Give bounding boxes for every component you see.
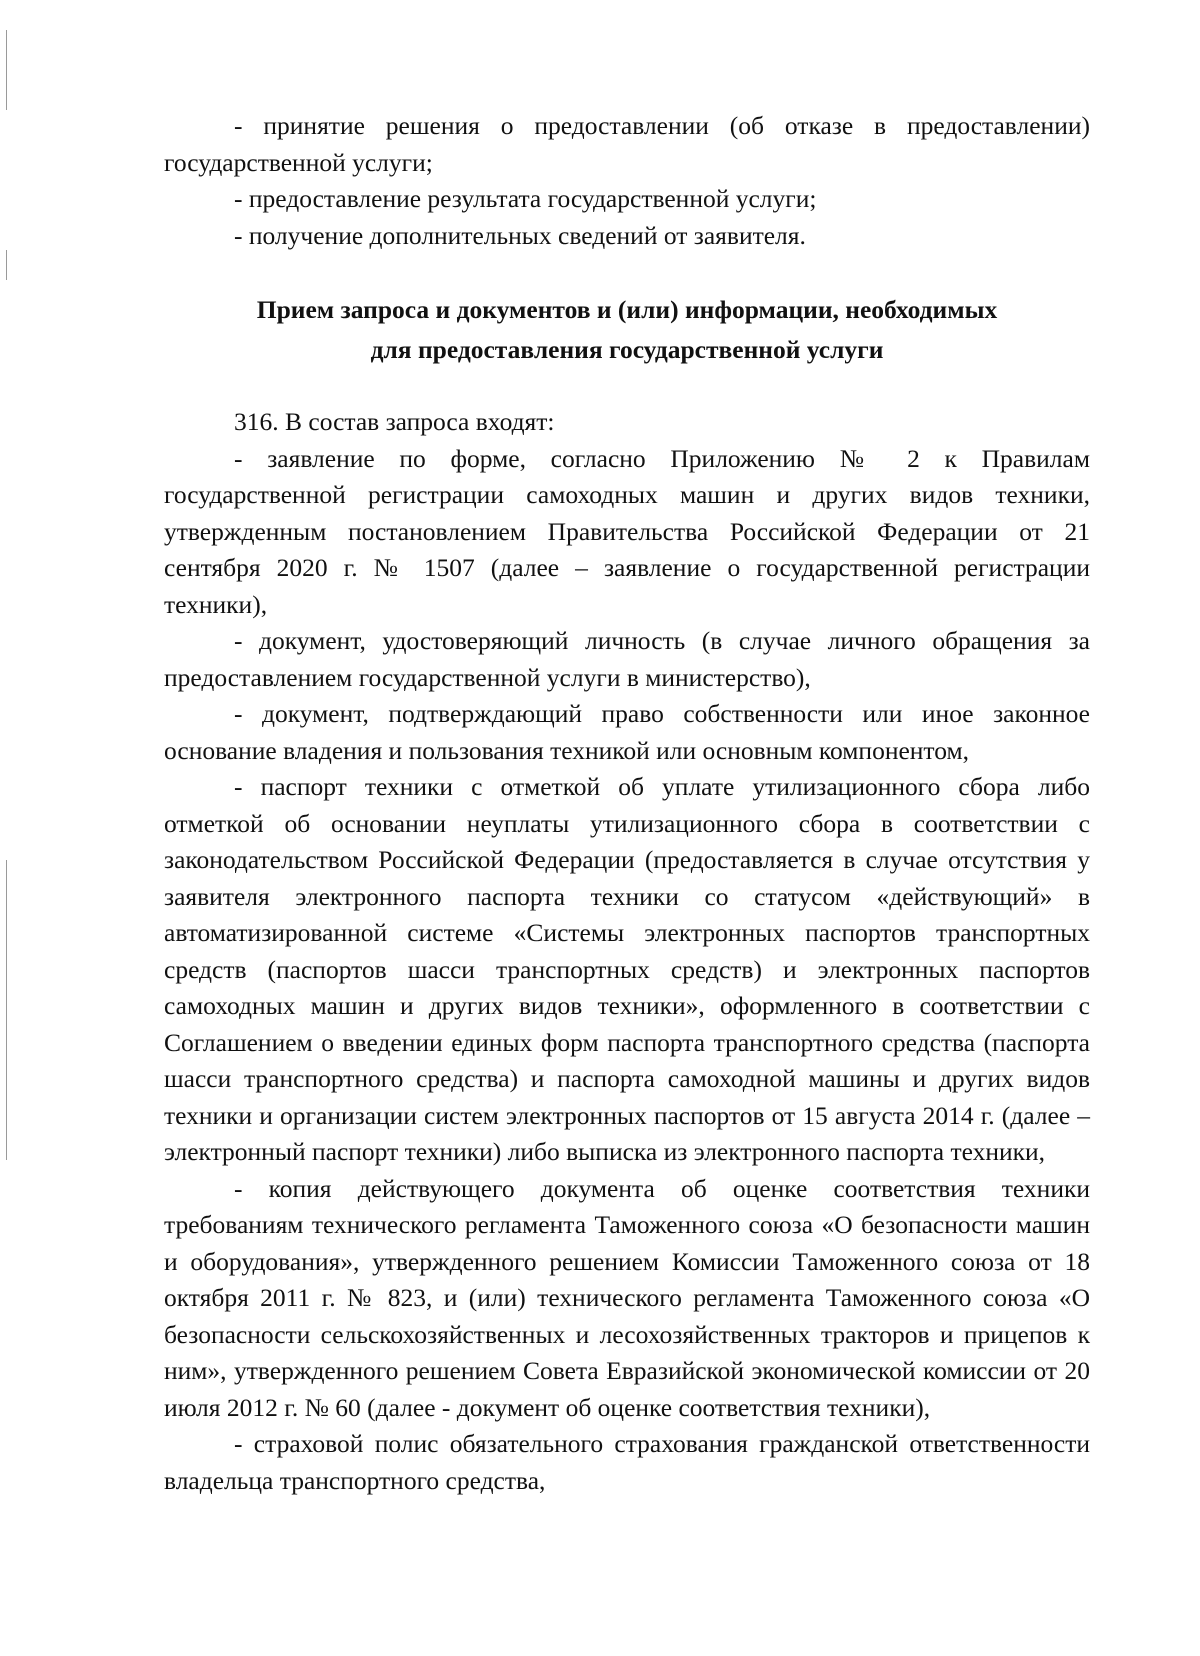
intro-item: - предоставление результата государственной услуги; [234, 184, 817, 213]
scan-edge-mark [6, 250, 7, 280]
scan-edge-mark [6, 30, 7, 110]
clause-item: - документ, подтверждающий право собственности или иное законное основание владения и пользования техникой или основным компонентом, [164, 699, 1090, 765]
clause-item: - страховой полис обязательного страхования гражданской ответственности владельца транспортного средства, [164, 1429, 1090, 1495]
document-page [164, 108, 1090, 1499]
section-heading-line: для предоставления государственной услуги [370, 335, 884, 364]
section-heading [164, 290, 1090, 370]
intro-item: - получение дополнительных сведений от заявителя. [234, 220, 806, 250]
clause-lead: 316. В состав запроса входят: [234, 407, 555, 436]
clause-item: - документ, удостоверяющий личность (в случае личного обращения за предоставлением государственной услуги в министерство), [164, 626, 1090, 692]
clause-item: - паспорт техники с отметкой об уплате утилизационного сбора либо отметкой об основании неуплаты утилизационного сбора в соответствии с законодательством Российской Федерации (предоставляется в случае отсутствия у заявителя электронного паспорта техники со статусом «действующий» в автоматизированной системе «Системы электронных паспортов транспортных средств (паспортов шасси транспортных средств) и электронных паспортов самоходных машин и других видов техники», оформленного в соответствии с Соглашением о введении единых форм паспорта транспортного средства (паспорта шасси транспортного средства) и паспорта самоходной машины и других видов техники и организации систем электронных паспортов от 15 августа 2014 г. (далее – электронный паспорт техники) либо выписка из электронного паспорта техники, [164, 772, 1090, 1166]
scan-edge-mark [6, 860, 7, 1160]
clause-item: - заявление по форме, согласно Приложению № 2 к Правилам государственной регистрации самоходных машин и других видов техники, утвержденным постановлением Правительства Российской Федерации от 21 сентября 2020 г. № 1507 (далее – заявление о государственной регистрации техники), [164, 443, 1090, 619]
intro-item: - принятие решения о предоставлении (об отказе в предоставлении) государственной услуги; [164, 111, 1090, 177]
section-heading-line: Прием запроса и документов и (или) информации, необходимых [256, 295, 998, 324]
clause-item: - копия действующего документа об оценке соответствия техники требованиям технического регламента Таможенного союза «О безопасности машин и оборудования», утвержденного решением Комиссии Таможенного союза от 18 октября 2011 г. № 823, и (или) технического регламента Таможенного союза «О безопасности сельскохозяйственных и лесохозяйственных тракторов и прицепов к ним», утвержденного решением Совета Евразийской экономической комиссии от 20 июля 2012 г. № 60 (далее - документ об оценке соответствия техники), [164, 1173, 1090, 1422]
